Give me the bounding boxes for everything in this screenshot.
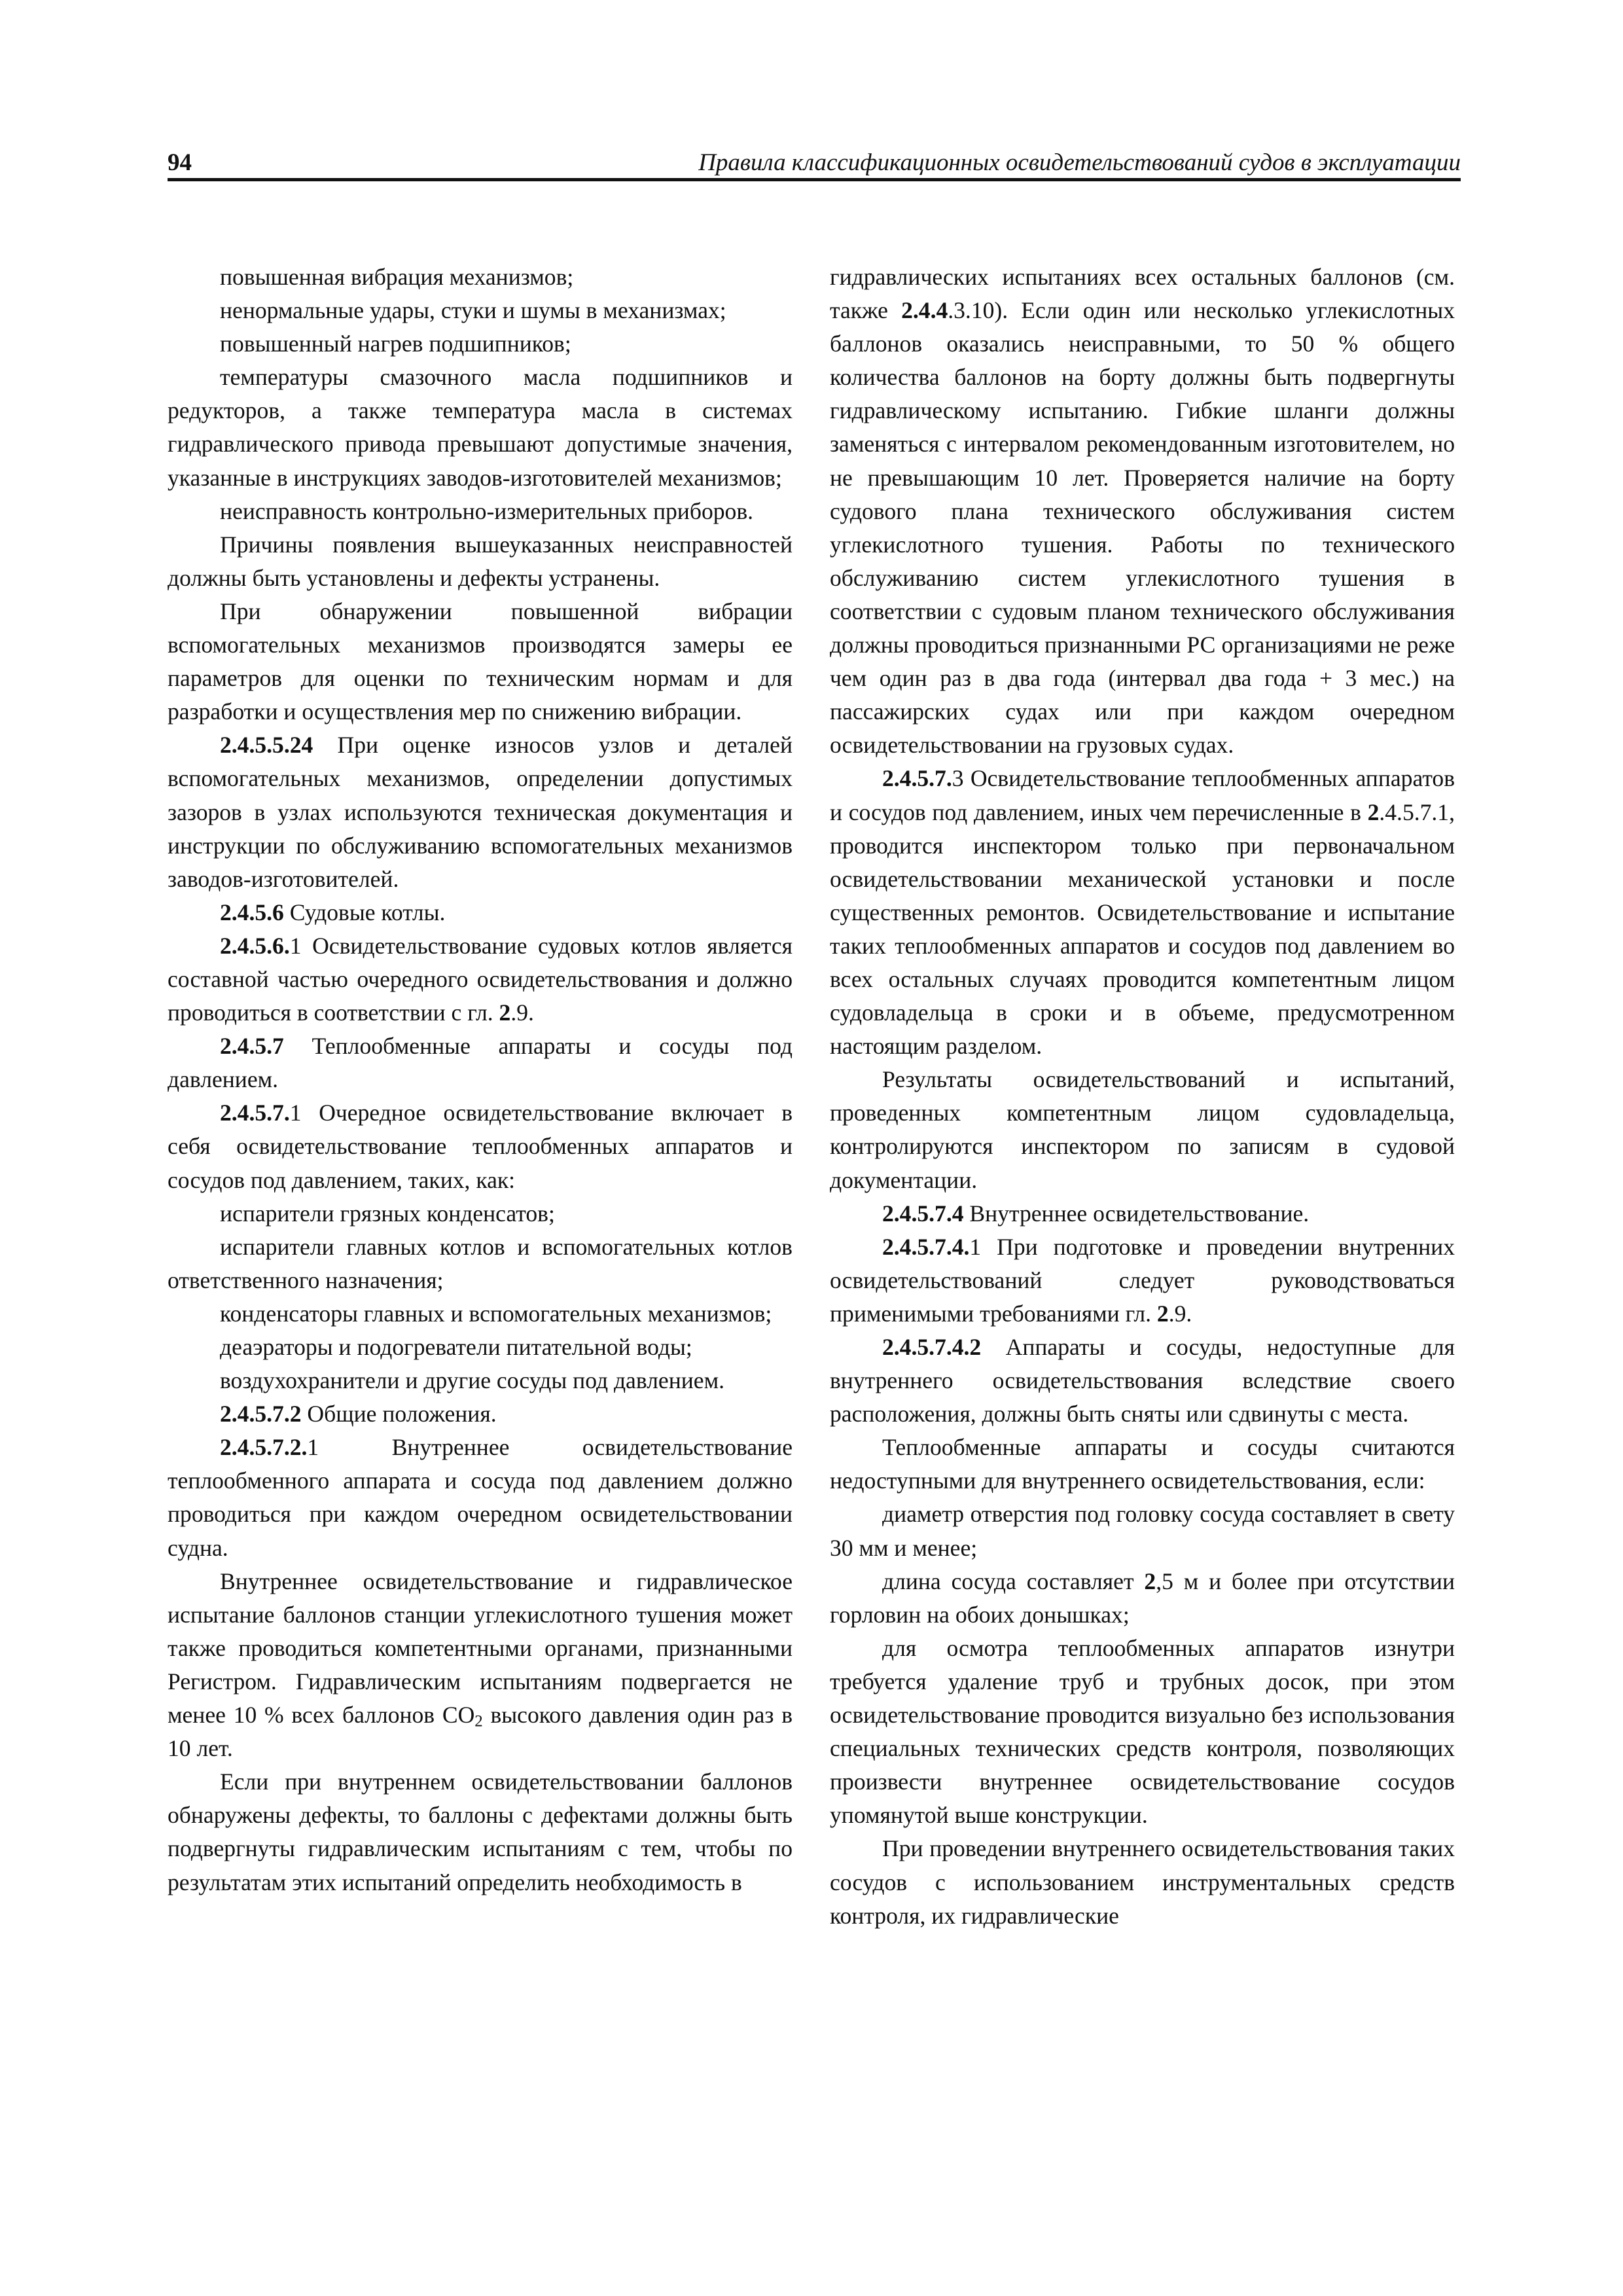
section-2-4-5-7-2 — [168, 1397, 793, 1431]
chapter-ref: 2 — [1156, 1300, 1169, 1327]
section-number: 2.4.5.7.4. — [882, 1233, 970, 1260]
section-number: 2.4.5.7.4.2 — [882, 1334, 982, 1360]
paragraph: Причины появления вышеуказанных неисправностей должны быть установлены и дефекты устранены. — [168, 531, 793, 591]
section-2-4-5-7-4-1 — [830, 1230, 1455, 1331]
section-number: 2.4.5.7.4 — [882, 1200, 964, 1227]
section-2-4-5-7-2-1 — [168, 1431, 793, 1564]
paragraph-continued — [830, 260, 1455, 762]
header-rule — [168, 178, 1461, 181]
section-ref: 2 — [1367, 798, 1380, 825]
paragraph-text-end: .9. — [1168, 1300, 1192, 1327]
paragraph-text: длина сосуда составляет — [882, 1568, 1145, 1594]
list-item: испарители главных котлов и вспомогательных котлов ответственного назначения; — [168, 1233, 793, 1293]
section-heading: Внутреннее освидетельствование. — [963, 1200, 1310, 1227]
section-heading: Судовые котлы. — [283, 899, 446, 925]
list-item: неисправность контрольно-измерительных приборов. — [220, 497, 754, 524]
paragraph-text: гидравлических испытаниях всех остальных баллонов (см. также — [830, 264, 1455, 324]
paragraph-text-end: ,5 м и более при отсутствии горловин на обоих донышках; — [830, 1568, 1455, 1628]
section-number: 2.4.5.6 — [220, 899, 284, 925]
bold-value: 2 — [1144, 1568, 1156, 1594]
section-number-tail: 1 — [307, 1434, 319, 1461]
subscript: 2 — [474, 1712, 483, 1731]
list-item: температуры смазочного масла подшипников и редукторов, а также температура масла в системах гидравлического привода превышают допустимые значения, указанные в инструкциях заводов-изготовителей механизмов; — [168, 364, 793, 491]
paragraph: Теплообменные аппараты и сосуды считаются недоступными для внутреннего освидетельствования, если: — [830, 1434, 1455, 1494]
paragraph: Результаты освидетельствований и испытаний, проведенных компетентным лицом судовладельца, контролируются инспектором по записям в судовой документации. — [830, 1066, 1455, 1193]
list-item: испарители грязных конденсатов; — [220, 1200, 555, 1227]
section-number-tail: 3 — [952, 765, 964, 792]
section-number: 2.4.5.7. — [220, 1100, 290, 1126]
paragraph: При обнаружении повышенной вибрации вспомогательных механизмов производятся замеры ее параметров для оценки по техническим нормам и для разработки и осуществления мер по снижению вибрации. — [168, 598, 793, 725]
paragraph-text: Освидетельствование теплообменных аппаратов и сосудов под давлением, иных чем перечисленные в — [830, 765, 1455, 825]
paragraph-text-end: , проводится инспектором только при первоначальном освидетельствовании механической установки и после существенных ремонтов. Освидетельствование и испытание таких теплообменных аппаратов и сосудов под давлением во всех остальных случаях проводится компетентным лицом судовладельца в сроки и в объеме, предусмотренном настоящим разделом. — [830, 798, 1455, 1060]
page-header — [168, 145, 1461, 181]
section-heading: Общие положения. — [301, 1401, 497, 1427]
list-item: повышенный нагрев подшипников; — [220, 331, 571, 357]
paragraph-text-end: высокого давления один раз в 10 лет. — [168, 1702, 793, 1762]
list-item: диаметр отверстия под головку сосуда составляет в свету 30 мм и менее; — [830, 1501, 1455, 1561]
section-number-tail: 1 — [289, 932, 302, 959]
paragraph-text-end: .3.10). Если один или несколько углекислотных баллонов оказались неисправными, то 50 % общего количества баллонов на борту должны быть подвергнуты гидравлическому испытанию. Гибкие шланги должны заменяться с интервалом рекомендованным изготовителем, но не превышающим 10 лет. Проверяется наличие на борту судового плана технического обслуживания систем углекислотного тушения. Работы по технического обслуживанию систем углекислотного тушения в соответствии с судовым планом технического обслуживания должны проводиться признанными РС организациями не реже чем один раз в два года (интервал два года + 3 мес.) на пассажирских судах или при каждом очередном освидетельствовании на грузовых судах. — [830, 297, 1455, 759]
paragraph-text: Внутреннее освидетельствование и гидравлическое испытание баллонов станции углекислотного тушения может также проводиться компетентными органами, признанными Регистром. Гидравлическим испытаниям подвергается не менее 10 % всех баллонов CO — [168, 1568, 793, 1729]
section-number-tail: 1 — [969, 1233, 982, 1260]
section-2-4-5-5-24 — [168, 728, 793, 895]
section-2-4-5-7-4-2 — [830, 1331, 1455, 1431]
paragraph-text: Очередное освидетельствование включает в себя освидетельствование теплообменных аппаратов и сосудов под давлением, таких, как: — [168, 1100, 793, 1193]
section-number: 2.4.5.7 — [220, 1033, 284, 1060]
right-column — [830, 260, 1455, 1933]
paragraph-text: При подготовке и проведении внутренних освидетельствований следует руководствоваться применимыми требованиями гл. — [830, 1233, 1455, 1327]
section-number: 2.4.5.5.24 — [220, 732, 313, 759]
paragraph-text-end: .9. — [510, 999, 534, 1026]
paragraph — [168, 1565, 793, 1766]
list-item: для осмотра теплообменных аппаратов изнутри требуется удаление труб и трубных досок, при этом освидетельствование проводится визуально без использования специальных технических средств контроля, позволяющих произвести внутреннее освидетельствование сосудов упомянутой выше конструкции. — [830, 1634, 1455, 1829]
paragraph-text: Аппараты и сосуды, недоступные для внутреннего освидетельствования вследствие своего расположения, должны быть сняты или сдвинуты с места. — [830, 1334, 1455, 1427]
list-item: повышенная вибрация механизмов; — [220, 264, 574, 290]
section-2-4-5-7-3 — [830, 762, 1455, 1063]
paragraph-text: Внутреннее освидетельствование теплообменного аппарата и сосуда под давлением должно проводиться при каждом очередном освидетельствовании судна. — [168, 1434, 793, 1561]
left-column — [168, 260, 793, 1899]
section-2-4-5-7-4 — [830, 1197, 1455, 1230]
section-number-tail: 1 — [289, 1100, 302, 1126]
chapter-ref: 2 — [499, 999, 511, 1026]
section-number: 2.4.5.7. — [882, 765, 952, 792]
section-ref-tail: .4.5.7.1 — [1379, 798, 1450, 825]
list-item: деаэраторы и подогреватели питательной воды; — [220, 1334, 692, 1360]
section-2-4-5-7-1 — [168, 1096, 793, 1196]
list-item: конденсаторы главных и вспомогательных механизмов; — [220, 1300, 772, 1327]
list-item — [830, 1565, 1455, 1632]
section-heading: Теплообменные аппараты и сосуды под давлением. — [168, 1033, 793, 1093]
section-ref: 2.4.4 — [901, 297, 948, 324]
list-item: ненормальные удары, стуки и шумы в механизмах; — [220, 297, 726, 324]
section-2-4-5-6 — [168, 896, 793, 929]
running-title: Правила классификационных освидетельствований судов в эксплуатации — [698, 149, 1461, 176]
page-number: 94 — [168, 149, 192, 176]
paragraph: При проведении внутреннего освидетельствования таких сосудов с использованием инструментальных средств контроля, их гидравлические — [830, 1835, 1455, 1929]
section-number: 2.4.5.6. — [220, 932, 290, 959]
list-item: воздухохранители и другие сосуды под давлением. — [220, 1367, 725, 1394]
paragraph-text: Освидетельствование судовых котлов является составной частью очередного освидетельствования и должно проводиться в соответствии с гл. — [168, 932, 793, 1026]
paragraph-text: При оценке износов узлов и деталей вспомогательных механизмов, определении допустимых зазоров в узлах используются техническая документация и инструкции по обслуживанию вспомогательных механизмов заводов-изготовителей. — [168, 732, 793, 892]
section-number: 2.4.5.7.2 — [220, 1401, 302, 1427]
section-number: 2.4.5.7.2. — [220, 1434, 308, 1461]
paragraph: Если при внутреннем освидетельствовании баллонов обнаружены дефекты, то баллоны с дефектами должны быть подвергнуты гидравлическим испытаниям с тем, чтобы по результатам этих испытаний определить необходимость в — [168, 1768, 793, 1895]
section-2-4-5-6-1 — [168, 929, 793, 1030]
section-2-4-5-7 — [168, 1030, 793, 1096]
